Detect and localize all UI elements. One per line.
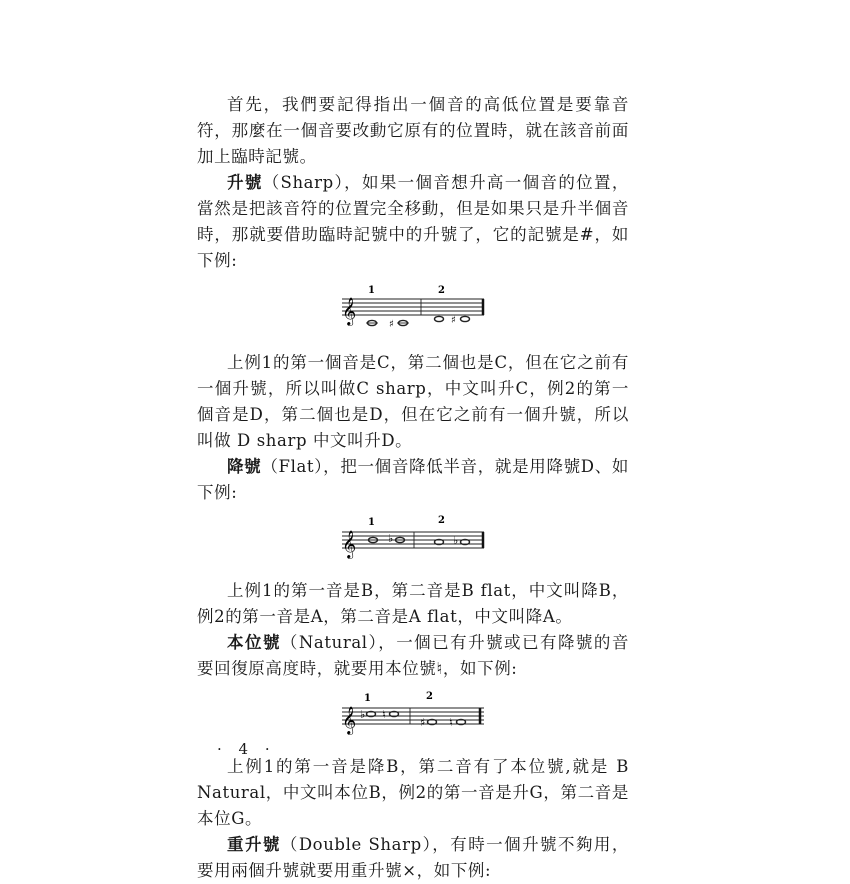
sharp-icon: ♯ xyxy=(420,716,426,729)
example-label-1: 1 xyxy=(368,285,375,296)
flat-icon: ♭ xyxy=(360,708,366,721)
flat-icon: ♭ xyxy=(388,532,394,545)
term-flat: 降號 xyxy=(227,457,262,476)
music-example-sharp xyxy=(338,282,488,334)
example-label-2: 2 xyxy=(438,515,445,526)
paragraph-natural-explain: 上例1的第一音是降B，第二音有了本位號,就是 B Natural，中文叫本位B，例2的第一音是升G，第二音是本位G。 xyxy=(197,757,629,828)
paragraph-intro: 首先，我們要記得指出一個音的高低位置是要靠音符，那麼在一個音要改動它原有的位置時，就在該音前面加上臨時記號。 xyxy=(197,95,629,166)
sharp-icon: ♯ xyxy=(389,319,394,330)
treble-clef-icon: 𝄞 xyxy=(342,297,357,325)
treble-clef-icon: 𝄞 xyxy=(342,706,357,734)
term-double-sharp: 重升號 xyxy=(227,835,281,854)
treble-clef-icon: 𝄞 xyxy=(342,530,357,558)
page-number: · 4 · xyxy=(217,740,276,758)
term-natural: 本位號 xyxy=(227,633,281,652)
paragraph-double-sharp xyxy=(197,832,629,884)
flat-definition: （Flat），把一個音降低半音，就是用降號D、如下例: xyxy=(197,457,629,502)
example-label-1: 1 xyxy=(364,693,371,704)
sharp-definition: （Sharp），如果一個音想升高一個音的位置，當然是把該音符的位置完全移動，但是如果只是升半個音時，那就要借助臨時記號中的升號了，它的記號是#，如下例: xyxy=(197,173,629,270)
music-example-flat xyxy=(338,512,488,564)
natural-icon: ♮ xyxy=(449,716,453,729)
example-label-1: 1 xyxy=(368,517,375,528)
natural-definition: （Natural），一個已有升號或已有降號的音要回復原高度時，就要用本位號♮，如下例: xyxy=(197,633,629,678)
paragraph-sharp xyxy=(197,170,629,274)
example-label-2: 2 xyxy=(426,691,433,702)
music-example-natural xyxy=(338,688,488,740)
double-sharp-definition: （Double Sharp），有時一個升號不夠用，要用兩個升號就要用重升號×，如下例: xyxy=(197,835,629,880)
term-sharp: 升號 xyxy=(227,173,263,192)
paragraph-flat-explain: 上例1的第一音是B，第二音是B flat，中文叫降B，例2的第一音是A，第二音是A flat，中文叫降A。 xyxy=(197,581,629,626)
paragraph-flat xyxy=(197,454,629,506)
sharp-icon: ♯ xyxy=(451,315,456,326)
flat-icon: ♭ xyxy=(453,534,459,547)
natural-icon: ♮ xyxy=(382,708,386,721)
example-label-2: 2 xyxy=(438,285,445,296)
paragraph-sharp-explain: 上例1的第一個音是C，第二個也是C，但在它之前有一個升號，所以叫做C sharp，中文叫升C，例2的第一個音是D，第二個也是D，但在它之前有一個升號，所以叫做 D sharp 中文叫升D。 xyxy=(197,353,629,450)
page-body xyxy=(197,92,629,884)
paragraph-natural xyxy=(197,630,629,682)
